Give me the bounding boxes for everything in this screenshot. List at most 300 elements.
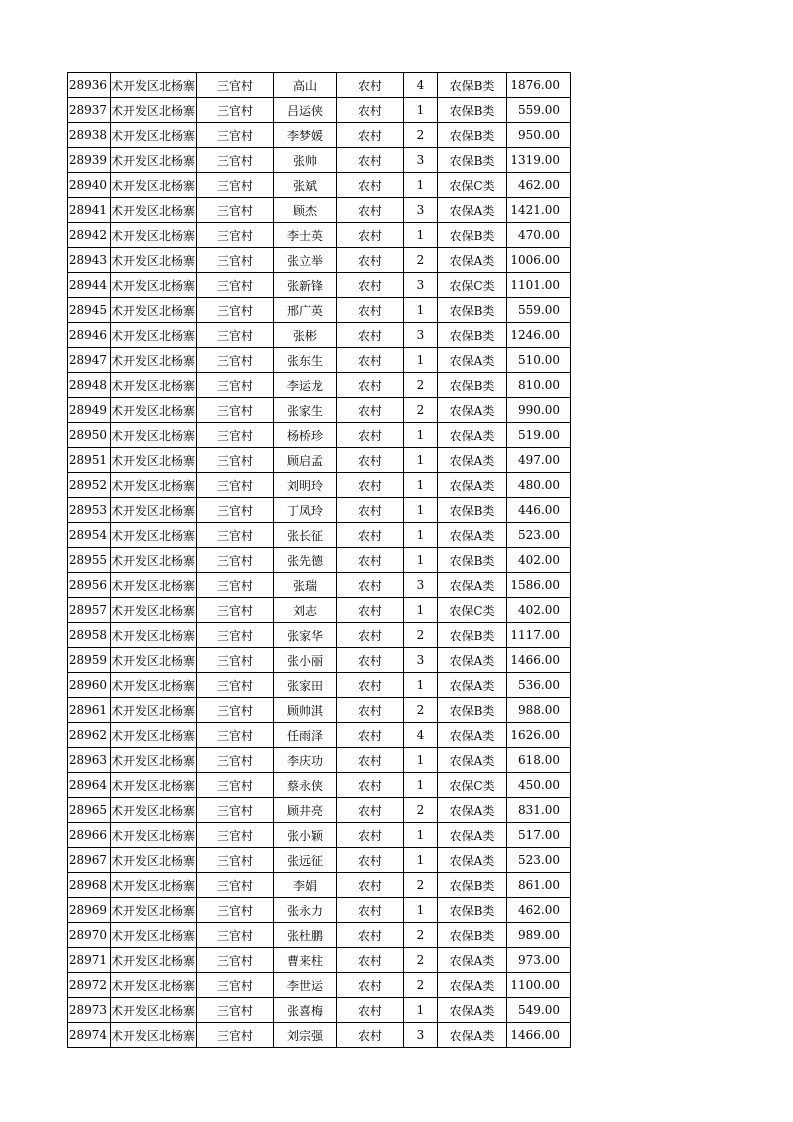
amount-cell: 1319.00 [507, 148, 571, 173]
record-id-cell: 28948 [68, 373, 111, 398]
village-name-cell: 三官村 [197, 98, 274, 123]
insurance-category-cell: 农保B类 [438, 98, 507, 123]
town-name-cell: 术开发区北杨寨 [111, 298, 197, 323]
village-name-cell: 三官村 [197, 573, 274, 598]
record-id-cell: 28962 [68, 723, 111, 748]
household-size-cell: 1 [404, 473, 438, 498]
table-row [68, 298, 571, 323]
insurance-category-cell: 农保B类 [438, 923, 507, 948]
record-id-cell: 28965 [68, 798, 111, 823]
town-name-cell: 术开发区北杨寨 [111, 748, 197, 773]
household-size-cell: 1 [404, 848, 438, 873]
record-id-cell: 28938 [68, 123, 111, 148]
town-name-cell: 术开发区北杨寨 [111, 623, 197, 648]
insurance-category-cell: 农保A类 [438, 748, 507, 773]
table-row [68, 323, 571, 348]
table-row [68, 223, 571, 248]
household-size-cell: 2 [404, 923, 438, 948]
household-type-cell: 农村 [337, 448, 404, 473]
person-name-cell: 张远征 [274, 848, 337, 873]
table-row [68, 673, 571, 698]
person-name-cell: 李梦媛 [274, 123, 337, 148]
table-row [68, 948, 571, 973]
household-size-cell: 1 [404, 998, 438, 1023]
town-name-cell: 术开发区北杨寨 [111, 373, 197, 398]
town-name-cell: 术开发区北杨寨 [111, 1023, 197, 1048]
record-id-cell: 28970 [68, 923, 111, 948]
amount-cell: 1466.00 [507, 1023, 571, 1048]
amount-cell: 450.00 [507, 773, 571, 798]
insurance-category-cell: 农保A类 [438, 448, 507, 473]
household-size-cell: 3 [404, 323, 438, 348]
town-name-cell: 术开发区北杨寨 [111, 148, 197, 173]
table-row [68, 723, 571, 748]
person-name-cell: 刘明玲 [274, 473, 337, 498]
town-name-cell: 术开发区北杨寨 [111, 998, 197, 1023]
village-name-cell: 三官村 [197, 673, 274, 698]
town-name-cell: 术开发区北杨寨 [111, 648, 197, 673]
town-name-cell: 术开发区北杨寨 [111, 698, 197, 723]
household-size-cell: 2 [404, 248, 438, 273]
table-row [68, 373, 571, 398]
amount-cell: 523.00 [507, 523, 571, 548]
household-size-cell: 1 [404, 173, 438, 198]
household-size-cell: 1 [404, 748, 438, 773]
record-id-cell: 28956 [68, 573, 111, 598]
insurance-category-cell: 农保A类 [438, 423, 507, 448]
town-name-cell: 术开发区北杨寨 [111, 573, 197, 598]
insurance-category-cell: 农保B类 [438, 73, 507, 98]
household-size-cell: 1 [404, 498, 438, 523]
village-name-cell: 三官村 [197, 473, 274, 498]
household-type-cell: 农村 [337, 698, 404, 723]
record-id-cell: 28947 [68, 348, 111, 373]
person-name-cell: 张小颖 [274, 823, 337, 848]
insurance-category-cell: 农保B类 [438, 698, 507, 723]
record-id-cell: 28966 [68, 823, 111, 848]
household-size-cell: 1 [404, 98, 438, 123]
town-name-cell: 术开发区北杨寨 [111, 398, 197, 423]
person-name-cell: 李士英 [274, 223, 337, 248]
town-name-cell: 术开发区北杨寨 [111, 948, 197, 973]
household-size-cell: 2 [404, 123, 438, 148]
person-name-cell: 任雨泽 [274, 723, 337, 748]
table-row [68, 73, 571, 98]
town-name-cell: 术开发区北杨寨 [111, 273, 197, 298]
table-row [68, 248, 571, 273]
insurance-category-cell: 农保B类 [438, 123, 507, 148]
village-name-cell: 三官村 [197, 373, 274, 398]
household-type-cell: 农村 [337, 473, 404, 498]
person-name-cell: 顾帅淇 [274, 698, 337, 723]
table-row [68, 848, 571, 873]
amount-cell: 831.00 [507, 798, 571, 823]
village-name-cell: 三官村 [197, 73, 274, 98]
table-row [68, 148, 571, 173]
record-id-cell: 28943 [68, 248, 111, 273]
village-name-cell: 三官村 [197, 273, 274, 298]
table-row [68, 823, 571, 848]
insurance-category-cell: 农保A类 [438, 823, 507, 848]
town-name-cell: 术开发区北杨寨 [111, 73, 197, 98]
insurance-category-cell: 农保B类 [438, 873, 507, 898]
household-type-cell: 农村 [337, 173, 404, 198]
insurance-category-cell: 农保A类 [438, 998, 507, 1023]
table-row [68, 1023, 571, 1048]
person-name-cell: 曹来柱 [274, 948, 337, 973]
household-type-cell: 农村 [337, 273, 404, 298]
person-name-cell: 顾井亮 [274, 798, 337, 823]
household-type-cell: 农村 [337, 623, 404, 648]
amount-cell: 497.00 [507, 448, 571, 473]
table-row [68, 623, 571, 648]
person-name-cell: 刘宗强 [274, 1023, 337, 1048]
insurance-category-cell: 农保B类 [438, 223, 507, 248]
household-size-cell: 1 [404, 298, 438, 323]
record-id-cell: 28955 [68, 548, 111, 573]
household-size-cell: 2 [404, 873, 438, 898]
insurance-category-cell: 农保C类 [438, 173, 507, 198]
record-id-cell: 28950 [68, 423, 111, 448]
table-row [68, 898, 571, 923]
household-size-cell: 1 [404, 598, 438, 623]
person-name-cell: 张立举 [274, 248, 337, 273]
household-type-cell: 农村 [337, 348, 404, 373]
person-name-cell: 杨桥珍 [274, 423, 337, 448]
insurance-category-cell: 农保A类 [438, 523, 507, 548]
village-name-cell: 三官村 [197, 248, 274, 273]
insurance-category-cell: 农保C类 [438, 273, 507, 298]
person-name-cell: 李世运 [274, 973, 337, 998]
village-name-cell: 三官村 [197, 823, 274, 848]
household-type-cell: 农村 [337, 648, 404, 673]
person-name-cell: 张先德 [274, 548, 337, 573]
village-name-cell: 三官村 [197, 698, 274, 723]
household-type-cell: 农村 [337, 848, 404, 873]
amount-cell: 536.00 [507, 673, 571, 698]
insurance-category-cell: 农保B类 [438, 548, 507, 573]
town-name-cell: 术开发区北杨寨 [111, 823, 197, 848]
household-type-cell: 农村 [337, 423, 404, 448]
household-size-cell: 2 [404, 948, 438, 973]
household-size-cell: 3 [404, 148, 438, 173]
amount-cell: 480.00 [507, 473, 571, 498]
table-row [68, 748, 571, 773]
amount-cell: 517.00 [507, 823, 571, 848]
town-name-cell: 术开发区北杨寨 [111, 898, 197, 923]
household-size-cell: 3 [404, 1023, 438, 1048]
household-type-cell: 农村 [337, 523, 404, 548]
person-name-cell: 张瑞 [274, 573, 337, 598]
household-size-cell: 2 [404, 373, 438, 398]
insurance-category-cell: 农保A类 [438, 398, 507, 423]
household-type-cell: 农村 [337, 573, 404, 598]
record-id-cell: 28972 [68, 973, 111, 998]
record-id-cell: 28952 [68, 473, 111, 498]
town-name-cell: 术开发区北杨寨 [111, 323, 197, 348]
record-id-cell: 28953 [68, 498, 111, 523]
household-size-cell: 2 [404, 623, 438, 648]
household-size-cell: 1 [404, 898, 438, 923]
town-name-cell: 术开发区北杨寨 [111, 423, 197, 448]
village-name-cell: 三官村 [197, 423, 274, 448]
household-type-cell: 农村 [337, 773, 404, 798]
household-type-cell: 农村 [337, 673, 404, 698]
town-name-cell: 术开发区北杨寨 [111, 848, 197, 873]
amount-cell: 988.00 [507, 698, 571, 723]
town-name-cell: 术开发区北杨寨 [111, 973, 197, 998]
table-row [68, 348, 571, 373]
village-name-cell: 三官村 [197, 723, 274, 748]
amount-cell: 990.00 [507, 398, 571, 423]
person-name-cell: 张杜鹏 [274, 923, 337, 948]
household-type-cell: 农村 [337, 148, 404, 173]
household-type-cell: 农村 [337, 323, 404, 348]
record-id-cell: 28960 [68, 673, 111, 698]
village-name-cell: 三官村 [197, 298, 274, 323]
town-name-cell: 术开发区北杨寨 [111, 723, 197, 748]
insurance-category-cell: 农保A类 [438, 848, 507, 873]
insurance-category-cell: 农保A类 [438, 573, 507, 598]
town-name-cell: 术开发区北杨寨 [111, 198, 197, 223]
insurance-category-cell: 农保B类 [438, 898, 507, 923]
insurance-category-cell: 农保A类 [438, 348, 507, 373]
record-id-cell: 28961 [68, 698, 111, 723]
amount-cell: 1246.00 [507, 323, 571, 348]
household-size-cell: 2 [404, 798, 438, 823]
household-size-cell: 2 [404, 698, 438, 723]
town-name-cell: 术开发区北杨寨 [111, 873, 197, 898]
amount-cell: 618.00 [507, 748, 571, 773]
town-name-cell: 术开发区北杨寨 [111, 123, 197, 148]
table-row [68, 773, 571, 798]
town-name-cell: 术开发区北杨寨 [111, 598, 197, 623]
amount-cell: 1006.00 [507, 248, 571, 273]
table-row [68, 448, 571, 473]
record-id-cell: 28974 [68, 1023, 111, 1048]
record-id-cell: 28939 [68, 148, 111, 173]
household-type-cell: 农村 [337, 923, 404, 948]
table-row [68, 973, 571, 998]
town-name-cell: 术开发区北杨寨 [111, 548, 197, 573]
village-name-cell: 三官村 [197, 1023, 274, 1048]
town-name-cell: 术开发区北杨寨 [111, 448, 197, 473]
town-name-cell: 术开发区北杨寨 [111, 498, 197, 523]
village-name-cell: 三官村 [197, 548, 274, 573]
household-size-cell: 3 [404, 273, 438, 298]
village-name-cell: 三官村 [197, 173, 274, 198]
town-name-cell: 术开发区北杨寨 [111, 223, 197, 248]
village-name-cell: 三官村 [197, 973, 274, 998]
person-name-cell: 李庆功 [274, 748, 337, 773]
household-type-cell: 农村 [337, 598, 404, 623]
amount-cell: 559.00 [507, 98, 571, 123]
insurance-category-cell: 农保B类 [438, 498, 507, 523]
village-name-cell: 三官村 [197, 198, 274, 223]
insurance-category-cell: 农保A类 [438, 973, 507, 998]
amount-cell: 861.00 [507, 873, 571, 898]
record-id-cell: 28942 [68, 223, 111, 248]
household-type-cell: 农村 [337, 748, 404, 773]
table-row [68, 273, 571, 298]
amount-cell: 402.00 [507, 598, 571, 623]
household-type-cell: 农村 [337, 548, 404, 573]
amount-cell: 470.00 [507, 223, 571, 248]
table-row [68, 698, 571, 723]
record-id-cell: 28941 [68, 198, 111, 223]
person-name-cell: 张彬 [274, 323, 337, 348]
person-name-cell: 张家生 [274, 398, 337, 423]
record-id-cell: 28949 [68, 398, 111, 423]
table-row [68, 998, 571, 1023]
village-name-cell: 三官村 [197, 623, 274, 648]
household-size-cell: 3 [404, 573, 438, 598]
amount-cell: 1101.00 [507, 273, 571, 298]
household-type-cell: 农村 [337, 73, 404, 98]
insurance-category-cell: 农保A类 [438, 723, 507, 748]
table-row [68, 648, 571, 673]
insurance-category-cell: 农保B类 [438, 373, 507, 398]
amount-cell: 973.00 [507, 948, 571, 973]
table-row [68, 98, 571, 123]
insurance-category-cell: 农保A类 [438, 948, 507, 973]
household-type-cell: 农村 [337, 298, 404, 323]
household-type-cell: 农村 [337, 98, 404, 123]
amount-cell: 1100.00 [507, 973, 571, 998]
amount-cell: 462.00 [507, 173, 571, 198]
amount-cell: 1626.00 [507, 723, 571, 748]
record-id-cell: 28969 [68, 898, 111, 923]
insurance-category-cell: 农保B类 [438, 323, 507, 348]
record-id-cell: 28973 [68, 998, 111, 1023]
person-name-cell: 张小丽 [274, 648, 337, 673]
record-id-cell: 28968 [68, 873, 111, 898]
person-name-cell: 李运龙 [274, 373, 337, 398]
person-name-cell: 刘志 [274, 598, 337, 623]
village-name-cell: 三官村 [197, 598, 274, 623]
town-name-cell: 术开发区北杨寨 [111, 773, 197, 798]
insurance-category-cell: 农保A类 [438, 248, 507, 273]
person-name-cell: 顾杰 [274, 198, 337, 223]
record-id-cell: 28957 [68, 598, 111, 623]
record-id-cell: 28944 [68, 273, 111, 298]
village-name-cell: 三官村 [197, 898, 274, 923]
insurance-category-cell: 农保A类 [438, 648, 507, 673]
village-name-cell: 三官村 [197, 148, 274, 173]
insurance-category-cell: 农保A类 [438, 473, 507, 498]
town-name-cell: 术开发区北杨寨 [111, 923, 197, 948]
village-name-cell: 三官村 [197, 498, 274, 523]
village-name-cell: 三官村 [197, 848, 274, 873]
household-type-cell: 农村 [337, 948, 404, 973]
person-name-cell: 张永力 [274, 898, 337, 923]
person-name-cell: 张喜梅 [274, 998, 337, 1023]
village-name-cell: 三官村 [197, 873, 274, 898]
insurance-category-cell: 农保A类 [438, 1023, 507, 1048]
household-size-cell: 1 [404, 523, 438, 548]
village-name-cell: 三官村 [197, 448, 274, 473]
village-name-cell: 三官村 [197, 798, 274, 823]
person-name-cell: 邢广英 [274, 298, 337, 323]
person-name-cell: 吕运侠 [274, 98, 337, 123]
amount-cell: 1466.00 [507, 648, 571, 673]
village-name-cell: 三官村 [197, 748, 274, 773]
amount-cell: 1117.00 [507, 623, 571, 648]
household-type-cell: 农村 [337, 373, 404, 398]
table-row [68, 923, 571, 948]
insurance-category-cell: 农保C类 [438, 773, 507, 798]
amount-cell: 519.00 [507, 423, 571, 448]
household-size-cell: 3 [404, 648, 438, 673]
insurance-category-cell: 农保A类 [438, 198, 507, 223]
table-row [68, 523, 571, 548]
table-row [68, 548, 571, 573]
person-name-cell: 张家华 [274, 623, 337, 648]
record-id-cell: 28937 [68, 98, 111, 123]
household-size-cell: 1 [404, 348, 438, 373]
village-name-cell: 三官村 [197, 348, 274, 373]
household-type-cell: 农村 [337, 823, 404, 848]
household-type-cell: 农村 [337, 198, 404, 223]
record-id-cell: 28945 [68, 298, 111, 323]
amount-cell: 559.00 [507, 298, 571, 323]
town-name-cell: 术开发区北杨寨 [111, 523, 197, 548]
household-type-cell: 农村 [337, 723, 404, 748]
person-name-cell: 李娟 [274, 873, 337, 898]
town-name-cell: 术开发区北杨寨 [111, 98, 197, 123]
household-size-cell: 1 [404, 423, 438, 448]
town-name-cell: 术开发区北杨寨 [111, 673, 197, 698]
amount-cell: 989.00 [507, 923, 571, 948]
person-name-cell: 丁凤玲 [274, 498, 337, 523]
person-name-cell: 高山 [274, 73, 337, 98]
amount-cell: 810.00 [507, 373, 571, 398]
insurance-category-cell: 农保A类 [438, 798, 507, 823]
household-type-cell: 农村 [337, 973, 404, 998]
household-size-cell: 4 [404, 723, 438, 748]
household-type-cell: 农村 [337, 223, 404, 248]
village-name-cell: 三官村 [197, 998, 274, 1023]
person-name-cell: 张东生 [274, 348, 337, 373]
village-name-cell: 三官村 [197, 223, 274, 248]
town-name-cell: 术开发区北杨寨 [111, 798, 197, 823]
table-row [68, 573, 571, 598]
amount-cell: 1876.00 [507, 73, 571, 98]
table-row [68, 598, 571, 623]
household-size-cell: 1 [404, 448, 438, 473]
table-row [68, 423, 571, 448]
amount-cell: 462.00 [507, 898, 571, 923]
amount-cell: 523.00 [507, 848, 571, 873]
village-name-cell: 三官村 [197, 648, 274, 673]
village-name-cell: 三官村 [197, 923, 274, 948]
insurance-category-cell: 农保B类 [438, 623, 507, 648]
household-size-cell: 1 [404, 773, 438, 798]
household-size-cell: 1 [404, 673, 438, 698]
person-name-cell: 张帅 [274, 148, 337, 173]
amount-cell: 402.00 [507, 548, 571, 573]
record-id-cell: 28940 [68, 173, 111, 198]
person-name-cell: 张长征 [274, 523, 337, 548]
amount-cell: 1586.00 [507, 573, 571, 598]
household-type-cell: 农村 [337, 798, 404, 823]
record-id-cell: 28946 [68, 323, 111, 348]
person-name-cell: 张斌 [274, 173, 337, 198]
person-name-cell: 顾启孟 [274, 448, 337, 473]
household-type-cell: 农村 [337, 248, 404, 273]
household-size-cell: 1 [404, 223, 438, 248]
record-id-cell: 28971 [68, 948, 111, 973]
